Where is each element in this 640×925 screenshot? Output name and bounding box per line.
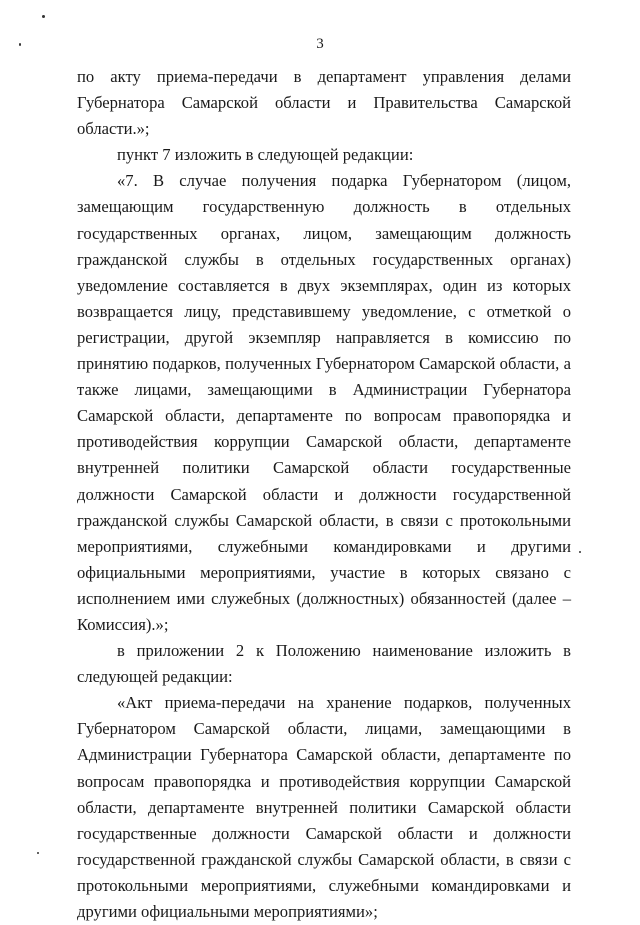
scan-speck bbox=[37, 852, 39, 854]
document-body bbox=[77, 64, 571, 925]
paragraph-2: пункт 7 изложить в следующей редакции: bbox=[117, 145, 414, 165]
paragraph-5: «Акт приема-передачи на хранение подарков, полученных Губернатором Самарской области, лицами, замещающими в Администрации Губернатора Самарской области, департаменте по вопросам правопорядка и противодействия коррупции Самарской области, департаменте внутренней политики Самарской области государственные должности Самарской области и должности государственной гражданской службы Самарской области, в связи с протокольными мероприятиями, служебными командировками и другими официальными мероприятиями»; bbox=[77, 693, 571, 921]
paragraph-3: «7. В случае получения подарка Губернатором (лицом, замещающим государственную должность в отдельных государственных органах, лицом, замещающим должность гражданской службы в отдельных государственных органах) уведомление составляется в двух экземплярах, один из которых возвращается лицу, представившему уведомление, с отметкой о регистрации, другой экземпляр направляется в комиссию по принятию подарков, полученных Губернатором Самарской области, а также лицами, замещающими в Администрации Губернатора Самарской области, департаменте по вопросам правопорядка и противодействия коррупции Самарской области, департаменте внутренней политики Самарской области государственные должности Самарской области и должности государственной гражданской службы Самарской области, в связи с протокольными мероприятиями, служебными командировками и другими официальными мероприятиями, участие в которых связано с исполнением ими служебных (должностных) обязанностей (далее – Комиссия).»; bbox=[77, 171, 571, 634]
scan-speck bbox=[579, 551, 581, 553]
paragraph-4: в приложении 2 к Положению наименование изложить в следующей редакции: bbox=[77, 641, 571, 687]
page-number: 3 bbox=[316, 36, 324, 52]
paragraph-1: по акту приема-передачи в департамент управления делами Губернатора Самарской области и Правительства Самарской области.»; bbox=[77, 67, 571, 139]
scan-speck bbox=[42, 15, 45, 18]
